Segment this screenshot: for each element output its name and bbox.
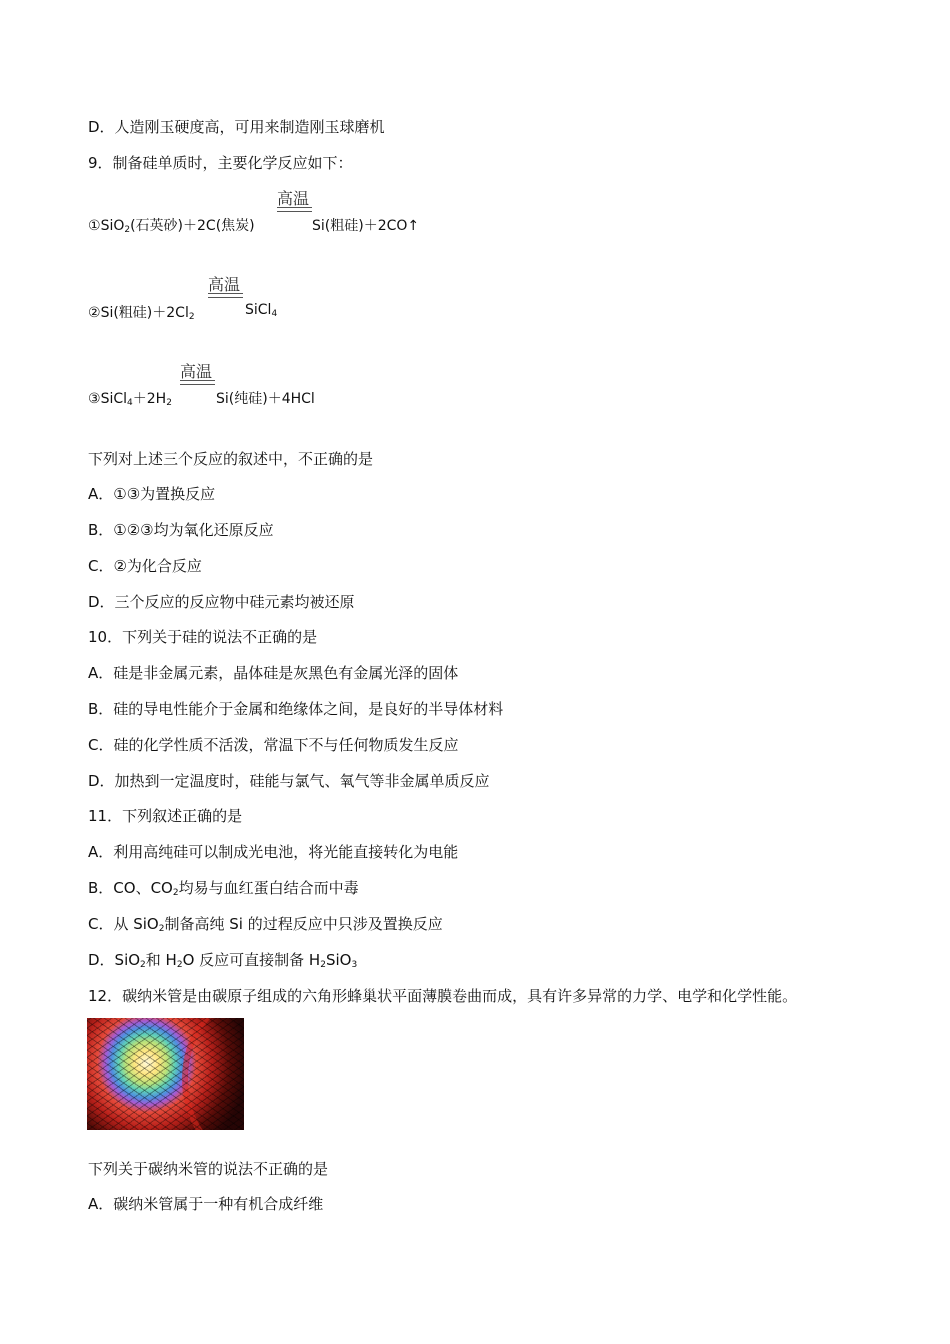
eq1-reactants: ①SiO$_2$(石英砂)＋2C(焦炭) [88,218,255,235]
carbon-nanotube-image [87,1018,244,1130]
q8-option-d: D．人造刚玉硬度高，可用来制造刚玉球磨机 [88,118,385,136]
q9-option-b: B．①②③均为氧化还原反应 [88,521,274,539]
q9-option-c: C．②为化合反应 [88,557,202,575]
q10-option-b: B．硅的导电性能介于金属和绝缘体之间，是良好的半导体材料 [88,700,504,718]
q11-option-c: C．从 SiO$_2$制备高纯 Si 的过程反应中只涉及置换反应 [88,915,443,934]
q11-stem: 11．下列叙述正确的是 [88,807,243,825]
q10-stem: 10．下列关于硅的说法不正确的是 [88,628,318,646]
eq2-reactants: ②Si(粗硅)$+2Cl_2$ [88,305,195,322]
eq3-products: Si(纯硅)＋4HCl [216,391,315,407]
q12-stem: 12．碳纳米管是由碳原子组成的六角形蜂巢状平面薄膜卷曲而成，具有许多异常的力学、电学和化学性能。 [88,987,798,1005]
q9-option-d: D．三个反应的反应物中硅元素均被还原 [88,593,355,611]
eq2-products: SiCl$_4$ [245,302,278,319]
eq2-double-line [208,293,243,298]
eq2-condition: 高温 [208,275,241,294]
eq3-reactants: $③SiCl_4+2H_2$ [88,391,172,408]
q9-question: 下列对上述三个反应的叙述中，不正确的是 [88,450,374,468]
q11-option-d: D．SiO$_2$和 $H_2O$ 反应可直接制备 $H_2SiO_3$ [88,951,358,970]
eq1-double-line [277,207,312,212]
q12-option-a: A．碳纳米管属于一种有机合成纤维 [88,1195,324,1213]
q10-option-c: C．硅的化学性质不活泼，常温下不与任何物质发生反应 [88,736,459,754]
eq3-condition: 高温 [180,362,213,381]
eq3-double-line [180,380,215,385]
q10-option-d: D．加热到一定温度时，硅能与氯气、氧气等非金属单质反应 [88,772,490,790]
q12-question: 下列关于碳纳米管的说法不正确的是 [88,1160,329,1178]
q11-option-b: B．CO、$CO_2$均易与血红蛋白结合而中毒 [88,879,359,898]
q9-option-a: A．①③为置换反应 [88,485,216,503]
eq1-condition: 高温 [277,189,310,208]
eq1-products: Si(粗硅)＋2CO↑ [312,218,420,234]
q10-option-a: A．硅是非金属元素，晶体硅是灰黑色有金属光泽的固体 [88,664,459,682]
q11-option-a: A．利用高纯硅可以制成光电池，将光能直接转化为电能 [88,843,459,861]
q9-stem: 9．制备硅单质时，主要化学反应如下： [88,154,353,172]
